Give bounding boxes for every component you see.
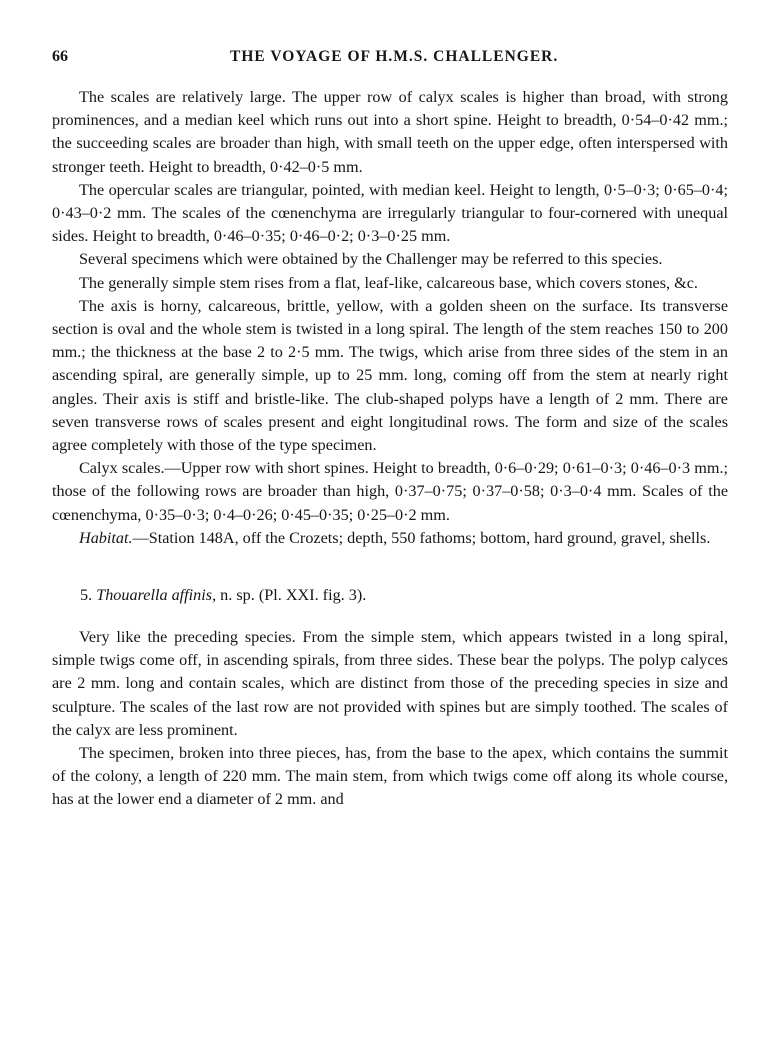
paragraph: Calyx scales.—Upper row with short spines. Height to breadth, 0·6–0·29; 0·61–0·3; 0·46–0·3 mm.; those of the following rows are broader than high, 0·37–0·75; 0·37–0·58; 0·3–0·4 mm. Scales of the cœnenchyma, 0·35–0·3; 0·4–0·26; 0·45–0·35; 0·25–0·2 mm. — [52, 459, 728, 524]
running-title: THE VOYAGE OF H.M.S. CHALLENGER. — [230, 48, 559, 65]
habitat-paragraph — [52, 527, 728, 550]
species-name: Thouarella affinis — [96, 586, 213, 605]
paragraph: The specimen, broken into three pieces, has, from the base to the apex, which contains the summit of the colony, a length of 220 mm. The main stem, from which twigs come off along its whole course, has at the lower end a diameter of 2 mm. and — [52, 744, 728, 809]
page — [52, 0, 728, 812]
paragraph: Several specimens which were obtained by the Challenger may be referred to this species. — [79, 250, 663, 269]
paragraph: The axis is horny, calcareous, brittle, yellow, with a golden sheen on the surface. Its transverse section is oval and the whole stem is twisted in a long spiral. The length of the stem reaches 150 to 200 mm.; the thickness at the base 2 to 2·5 mm. The twigs, which arise from three sides of the stem in an ascending spiral, are generally simple, up to 25 mm. long, coming off from the stem at nearly right angles. Their axis is stiff and bristle-like. The club-shaped polyps have a length of 2 mm. There are seven transverse rows of scales present and eight longitudinal rows. The form and size of the scales agree completely with those of the type specimen. — [52, 296, 728, 455]
species-number: 5. — [80, 586, 93, 605]
page-header — [52, 48, 728, 84]
habitat-label: Habitat. — [79, 528, 133, 547]
paragraph: The generally simple stem rises from a flat, leaf-like, calcareous base, which covers stones, &c. — [79, 273, 698, 292]
species-heading — [80, 584, 728, 606]
habitat-text: —Station 148A, off the Crozets; depth, 550 fathoms; bottom, hard ground, gravel, shells. — [132, 528, 711, 547]
paragraph: The opercular scales are triangular, pointed, with median keel. Height to length, 0·5–0·3; 0·65–0·4; 0·43–0·2 mm. The scales of the cœnenchyma are irregularly triangular to four-cornered with unequal sides. Height to breadth, 0·46–0·35; 0·46–0·2; 0·3–0·25 mm. — [52, 180, 728, 246]
species-suffix: , n. sp. (Pl. XXI. fig. 3). — [212, 586, 367, 605]
paragraph: Very like the preceding species. From the simple stem, which appears twisted in a long spiral, simple twigs come off, in ascending spirals, from three sides. These bear the polyps. The polyp calyces are 2 mm. long and contain scales, which are distinct from those of the preceding species in size and sculpture. The scales of the last row are not provided with spines but are simply toothed. The scales of the calyx are less prominent. — [52, 628, 728, 739]
paragraph: The scales are relatively large. The upper row of calyx scales is higher than broad, with strong prominences, and a median keel which runs out into a short spine. Height to breadth, 0·54–0·42 mm.; the succeeding scales are broader than high, with small teeth on the upper edge, often interspersed with stronger teeth. Height to breadth, 0·42–0·5 mm. — [52, 88, 728, 176]
section-gap — [52, 550, 728, 584]
page-number: 66 — [52, 48, 68, 65]
body-text — [52, 86, 728, 812]
